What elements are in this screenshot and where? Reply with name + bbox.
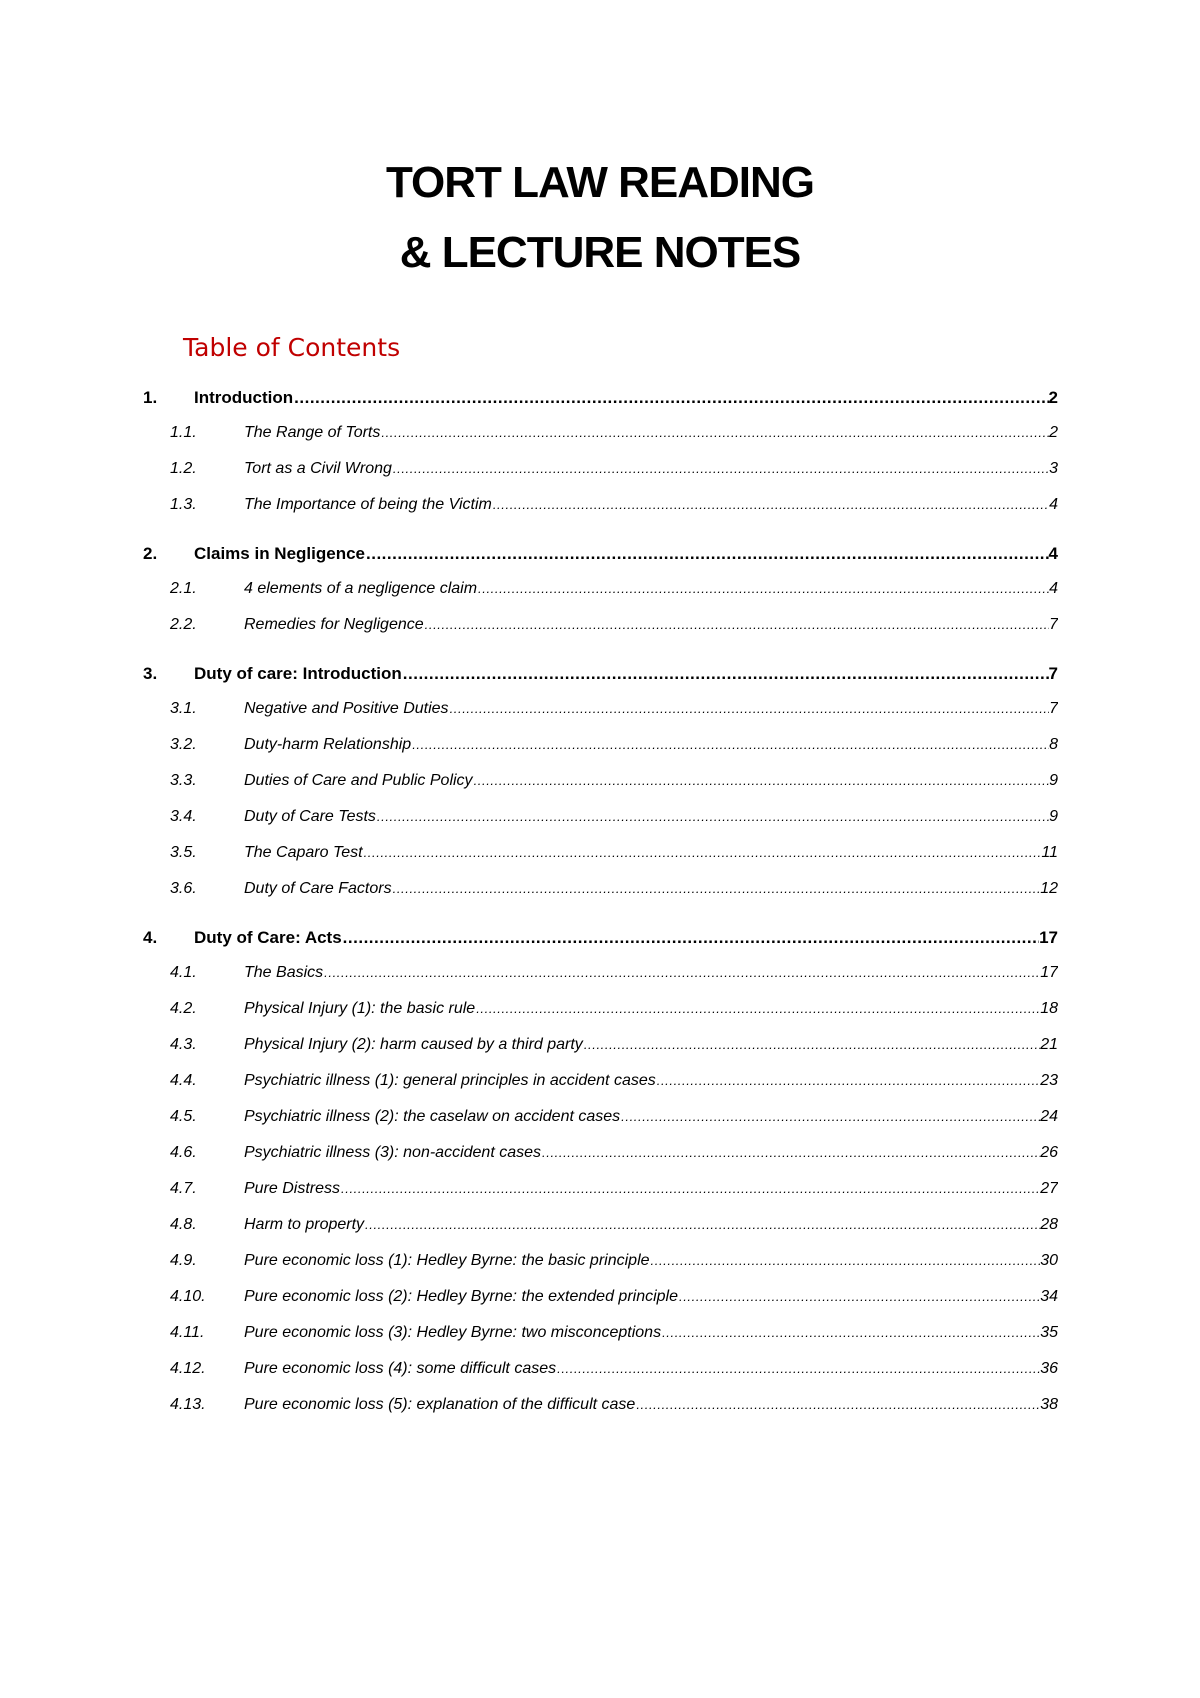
toc-entry-title: The Importance of being the Victim [244,496,492,513]
toc-section-entry[interactable] [0,736,1200,762]
toc-dot-leader [340,1181,1040,1196]
toc-dot-leader [392,461,1049,476]
toc-entry-link[interactable] [244,1216,1058,1234]
toc-dot-leader [424,617,1049,632]
toc-section-entry[interactable] [0,772,1200,798]
toc-page-number: 26 [1040,1144,1058,1161]
toc-page-number: 18 [1040,1000,1058,1017]
toc-entry-number: 3. [143,664,158,683]
toc-entry-link[interactable] [244,1036,1058,1054]
toc-entry-link[interactable] [194,928,1058,948]
toc-entry-number: 2. [143,544,158,563]
toc-chapter-entry[interactable] [0,928,1200,954]
toc-dot-leader [392,881,1041,896]
toc-dot-leader [402,664,1049,684]
toc-dot-leader [583,1037,1040,1052]
toc-page-number: 28 [1040,1216,1058,1233]
toc-section-entry[interactable] [0,808,1200,834]
toc-page-number: 35 [1040,1324,1058,1341]
toc-dot-leader [380,425,1049,440]
toc-page-number: 9 [1049,808,1058,825]
toc-entry-number: 2.2. [170,616,197,633]
toc-dot-leader [620,1109,1040,1124]
toc-page-number: 36 [1040,1360,1058,1377]
toc-entry-title: Physical Injury (2): harm caused by a third party [244,1036,583,1053]
toc-page-number: 11 [1041,844,1058,861]
toc-entry-title: Negative and Positive Duties [244,700,449,717]
toc-entry-number: 1. [143,388,158,407]
toc-entry-title: The Basics [244,964,324,981]
toc-entry-title: Psychiatric illness (3): non-accident cases [244,1144,542,1161]
toc-section-entry[interactable] [0,1036,1200,1062]
toc-entry-link[interactable] [244,616,1058,634]
toc-entry-number: 4.9. [170,1252,197,1269]
toc-page-number: 8 [1049,736,1058,753]
toc-page-number: 21 [1040,1036,1058,1053]
toc-entry-number: 4.11. [170,1324,205,1341]
toc-dot-leader [477,581,1049,596]
toc-entry-title: Psychiatric illness (2): the caselaw on accident cases [244,1108,621,1125]
toc-entry-number: 4.2. [170,1000,197,1017]
toc-page-number: 4 [1048,544,1058,563]
toc-section-entry[interactable] [0,1072,1200,1098]
toc-entry-link[interactable] [244,1108,1058,1126]
toc-section-entry[interactable] [0,1000,1200,1026]
toc-entry-number: 4.1. [170,964,197,981]
toc-section-entry[interactable] [0,700,1200,726]
toc-page-number: 7 [1048,664,1058,683]
toc-dot-leader [342,928,1039,948]
toc-entry-number: 1.3. [170,496,197,513]
toc-entry-number: 1.1. [170,424,197,441]
toc-entry-link[interactable] [244,580,1058,598]
toc-dot-leader [473,773,1050,788]
toc-section-entry[interactable] [0,1252,1200,1278]
toc-entry-title: Duty of Care: Acts [194,928,342,947]
toc-entry-link[interactable] [194,388,1058,408]
toc-page-number: 23 [1040,1072,1058,1089]
toc-page-number: 2 [1049,424,1058,441]
toc-entry-link[interactable] [244,1252,1058,1270]
toc-entry-number: 4. [143,928,158,947]
toc-entry-link[interactable] [244,1324,1058,1342]
toc-section-entry[interactable] [0,1360,1200,1386]
toc-dot-leader [650,1253,1041,1268]
toc-dot-leader [364,1217,1040,1232]
toc-entry-title: Tort as a Civil Wrong [244,460,392,477]
toc-entry-link[interactable] [244,736,1058,754]
toc-page-number: 17 [1040,964,1058,981]
toc-dot-leader [656,1073,1040,1088]
toc-page-number: 4 [1049,580,1058,597]
toc-page-number: 3 [1049,460,1058,477]
toc-dot-leader [411,737,1049,752]
toc-entry-title: Duty of Care Factors [244,880,392,897]
toc-dot-leader [293,388,1048,408]
toc-page-number: 7 [1049,616,1058,633]
document-title-line-2: & LECTURE NOTES [399,228,801,277]
toc-entry-number: 4.13. [170,1396,206,1413]
toc-section-entry[interactable] [0,1396,1200,1422]
toc-entry-title: Pure economic loss (4): some difficult cases [244,1360,557,1377]
toc-entry-link[interactable] [194,664,1058,684]
toc-dot-leader [365,544,1049,564]
toc-entry-link[interactable] [244,1360,1058,1378]
toc-section-entry[interactable] [0,964,1200,990]
toc-entry-number: 4.10. [170,1288,206,1305]
toc-chapter-entry[interactable] [0,544,1200,570]
toc-dot-leader [635,1397,1040,1412]
toc-page-number: 17 [1039,928,1058,947]
toc-entry-link[interactable] [244,460,1058,478]
toc-entry-number: 3.2. [170,736,197,753]
toc-dot-leader [363,845,1042,860]
toc-section-entry[interactable] [0,460,1200,486]
toc-section-entry[interactable] [0,616,1200,642]
toc-entry-title: Pure economic loss (5): explanation of the difficult case [244,1396,636,1413]
document-title-line-1: TORT LAW READING [385,158,815,207]
toc-dot-leader [541,1145,1040,1160]
toc-page-number: 24 [1040,1108,1058,1125]
toc-entry-link[interactable] [244,424,1058,442]
toc-entry-link[interactable] [244,964,1058,982]
toc-entry-title: Physical Injury (1): the basic rule [244,1000,476,1017]
toc-entry-title: The Caparo Test [244,844,363,861]
toc-entry-number: 4.12. [170,1360,206,1377]
toc-section-entry[interactable] [0,844,1200,870]
toc-entry-title: The Range of Torts [244,424,381,441]
toc-entry-number: 3.1. [170,700,197,717]
toc-section-entry[interactable] [0,580,1200,606]
toc-entry-link[interactable] [244,1180,1058,1198]
toc-section-entry[interactable] [0,880,1200,906]
toc-entry-link[interactable] [244,496,1058,514]
toc-section-entry[interactable] [0,496,1200,522]
toc-page-number: 12 [1040,880,1058,897]
toc-entry-title: Introduction [194,388,294,407]
toc-dot-leader [449,701,1050,716]
toc-entry-number: 2.1. [170,580,197,597]
toc-entry-title: Harm to property [244,1216,365,1233]
toc-entry-link[interactable] [244,808,1058,826]
toc-entry-number: 4.5. [170,1108,197,1125]
toc-section-entry[interactable] [0,1288,1200,1314]
toc-entry-title: Pure economic loss (3): Hedley Byrne: two misconceptions [244,1324,662,1341]
toc-entry-title: Duties of Care and Public Policy [244,772,473,789]
toc-entry-link[interactable] [194,544,1058,564]
toc-entry-number: 1.2. [170,460,197,477]
toc-section-entry[interactable] [0,1180,1200,1206]
toc-entry-link[interactable] [244,1072,1058,1090]
toc-page-number: 38 [1040,1396,1058,1413]
toc-page-number: 34 [1040,1288,1058,1305]
toc-dot-leader [661,1325,1040,1340]
toc-entry-number: 4.7. [170,1180,197,1197]
toc-entry-link[interactable] [244,1000,1058,1018]
toc-entry-link[interactable] [244,772,1058,790]
toc-section-entry[interactable] [0,1144,1200,1170]
toc-entry-title: Duty of care: Introduction [194,664,402,683]
toc-entry-link[interactable] [244,1144,1058,1162]
toc-entry-title: Claims in Negligence [194,544,365,563]
toc-dot-leader [492,497,1049,512]
toc-entry-number: 3.3. [170,772,197,789]
toc-entry-title: Pure economic loss (1): Hedley Byrne: the basic principle [244,1252,650,1269]
toc-entry-number: 4.4. [170,1072,197,1089]
toc-section-entry[interactable] [0,1108,1200,1134]
toc-entry-link[interactable] [244,1288,1058,1306]
toc-chapter-entry[interactable] [0,388,1200,414]
toc-page-number: 4 [1049,496,1058,513]
toc-entry-number: 3.4. [170,808,197,825]
toc-entry-number: 3.6. [170,880,197,897]
toc-dot-leader [323,965,1040,980]
toc-entry-number: 3.5. [170,844,197,861]
toc-entry-title: Duty-harm Relationship [244,736,412,753]
toc-page-number: 30 [1040,1252,1058,1269]
toc-entry-title: Duty of Care Tests [244,808,376,825]
toc-dot-leader [556,1361,1040,1376]
toc-entry-title: Psychiatric illness (1): general principles in accident cases [244,1072,656,1089]
toc-section-entry[interactable] [0,1216,1200,1242]
toc-entry-title: 4 elements of a negligence claim [244,580,478,597]
toc-heading: Table of Contents [183,333,401,362]
toc-entry-number: 4.6. [170,1144,197,1161]
toc-page-number: 9 [1049,772,1058,789]
toc-section-entry[interactable] [0,1324,1200,1350]
toc-page-number: 7 [1049,700,1058,717]
toc-page-number: 27 [1040,1180,1058,1197]
toc-entry-link[interactable] [244,1396,1058,1414]
toc-section-entry[interactable] [0,424,1200,450]
toc-entry-link[interactable] [244,844,1058,862]
toc-dot-leader [678,1289,1040,1304]
toc-dot-leader [475,1001,1040,1016]
toc-entry-title: Remedies for Negligence [244,616,424,633]
toc-entry-number: 4.8. [170,1216,197,1233]
toc-entry-link[interactable] [244,880,1058,898]
toc-dot-leader [376,809,1049,824]
toc-entry-link[interactable] [244,700,1058,718]
toc-entry-title: Pure economic loss (2): Hedley Byrne: the extended principle [244,1288,678,1305]
toc-page-number: 2 [1048,388,1058,407]
toc-chapter-entry[interactable] [0,664,1200,690]
toc-entry-number: 4.3. [170,1036,197,1053]
toc-entry-title: Pure Distress [244,1180,341,1197]
